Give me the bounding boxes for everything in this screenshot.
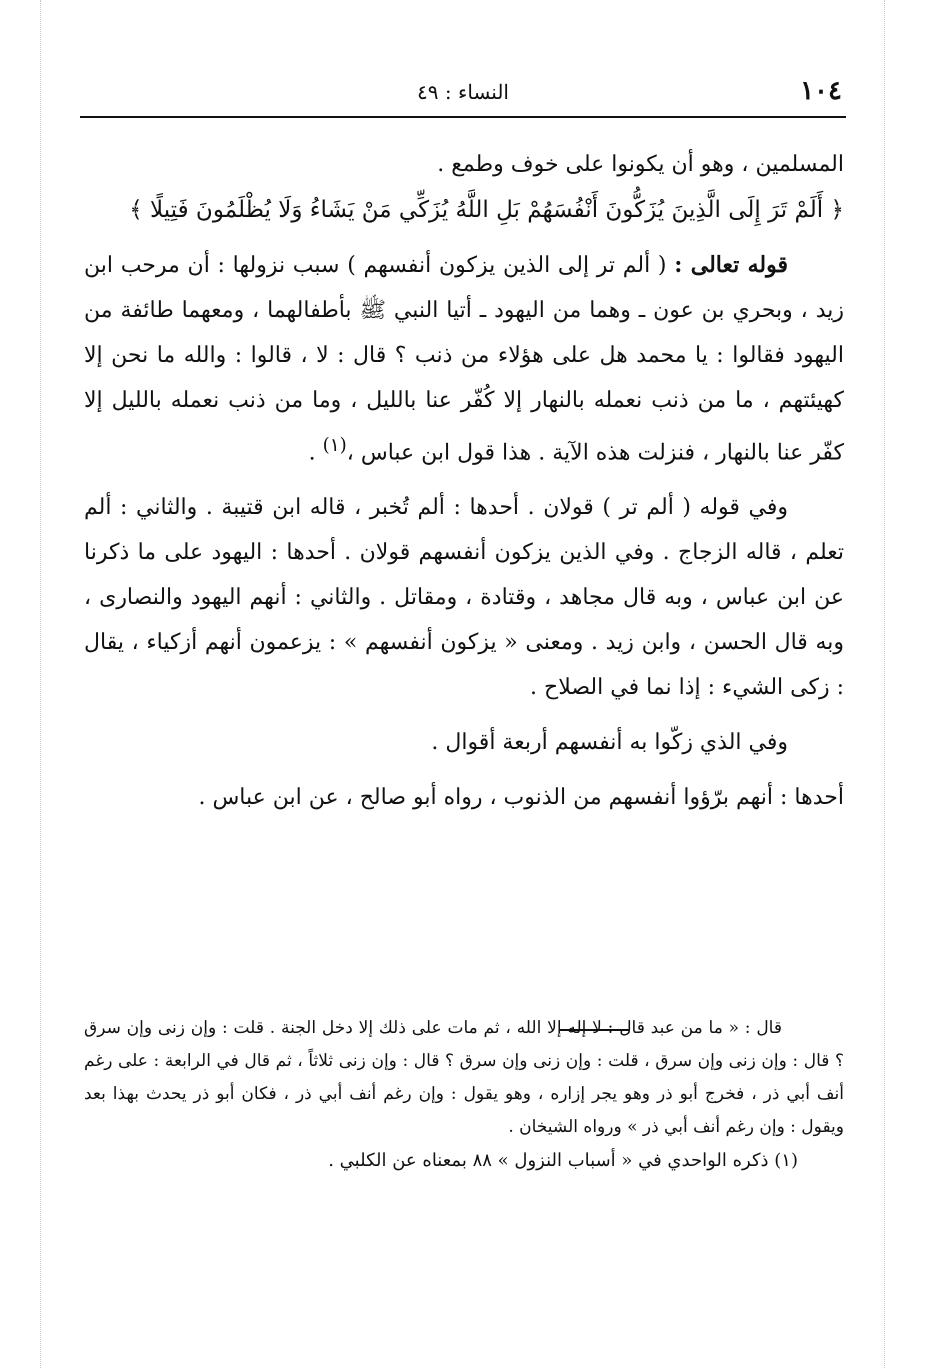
running-title: النساء : ٤٩ — [417, 80, 509, 104]
quran-verse: ﴿ أَلَمْ تَرَ إِلَى الَّذِينَ يُزَكُّونَ أَنْفُسَهُمْ بَلِ اللَّهُ يُزَكِّي مَنْ يَشَاءُ وَلَا يُظْلَمُونَ فَتِيلًا ﴾ — [129, 197, 844, 223]
footnote-rule — [560, 1029, 630, 1031]
header-rule — [80, 116, 846, 118]
page-edge-guide — [40, 0, 41, 1368]
body-line: المسلمين ، وهو أن يكونوا على خوف وطمع . — [437, 152, 844, 177]
footnote-1: (١) ذكره الواحدي في « أسباب النزول » ٨٨ بمعناه عن الكلبي . — [328, 1150, 798, 1171]
paragraph-first-opinion: أحدها : أنهم برّؤوا أنفسهم من الذنوب ، رواه أبو صالح ، عن ابن عباس . — [198, 785, 844, 811]
paragraph-four-opinions: وفي الذي زكّوا به أنفسهم أربعة أقوال . — [431, 730, 788, 756]
paragraph-revelation-cause — [84, 243, 844, 475]
page-number: ١٠٤ — [800, 76, 842, 106]
paragraph-two-opinions: وفي قوله ( ألم تر ) قولان . أحدها : ألم تُخبر ، قاله ابن قتيبة . والثاني : ألم تعلم ، قاله الزجاج . وفي الذين يزكون أنفسهم قولان . أحدها : اليهود على ما ذكرنا عن ابن عباس ، وبه قال مجاهد ، وقتادة ، ومقاتل . والثاني : أنهم اليهود والنصارى ، وبه قال الحسن ، وابن زيد . ومعنى « يزكون أنفسهم » : يزعمون أنهم أزكياء ، يقال : زكى الشيء : إذا نما في الصلاح . — [84, 495, 844, 701]
paragraph-end: . — [308, 440, 323, 466]
footnote-ref: (١) — [322, 435, 347, 456]
page-edge-guide — [884, 0, 885, 1368]
footnotes — [84, 1012, 844, 1177]
page-header — [82, 76, 844, 116]
paragraph-lead: قوله تعالى : — [674, 252, 788, 278]
main-text — [84, 142, 844, 820]
paragraph-text: ( ألم تر إلى الذين يزكون أنفسهم ) سبب نزولها : أن مرحب ابن زيد ، وبحري بن عون ـ وهما من اليهود ـ أتيا النبي ﷺ بأطفالهما ، ومعهما طائفة من اليهود فقالوا : يا محمد هل على هؤلاء من ذنب ؟ قال : لا ، قالوا : والله ما نحن إلا كهيئتهم ، ما من ذنب نعمله بالنهار إلا كُفّر عنا بالليل ، وما من ذنب نعمله بالليل إلا كفّر عنا بالنهار ، فنزلت هذه الآية . هذا قول ابن عباس ، — [84, 253, 844, 466]
footnote-continuation: قال : « ما من عبد قال : لا إله إلا الله ، ثم مات على ذلك إلا دخل الجنة . قلت : وإن زنى وإن سرق ؟ قال : وإن زنى وإن سرق ، قلت : وإن زنى وإن سرق ؟ قال : وإن زنى ثلاثاً ، ثم قال في الرابعة : على رغم أنف أبي ذر ، فخرج أبو ذر وهو يجر إزاره ، وهو يقول : وإن رغم أنف أبي ذر ، فكان أبو ذر يحدث بهذا بعد ويقول : وإن رغم أنف أبي ذر » ورواه الشيخان . — [84, 1018, 844, 1137]
